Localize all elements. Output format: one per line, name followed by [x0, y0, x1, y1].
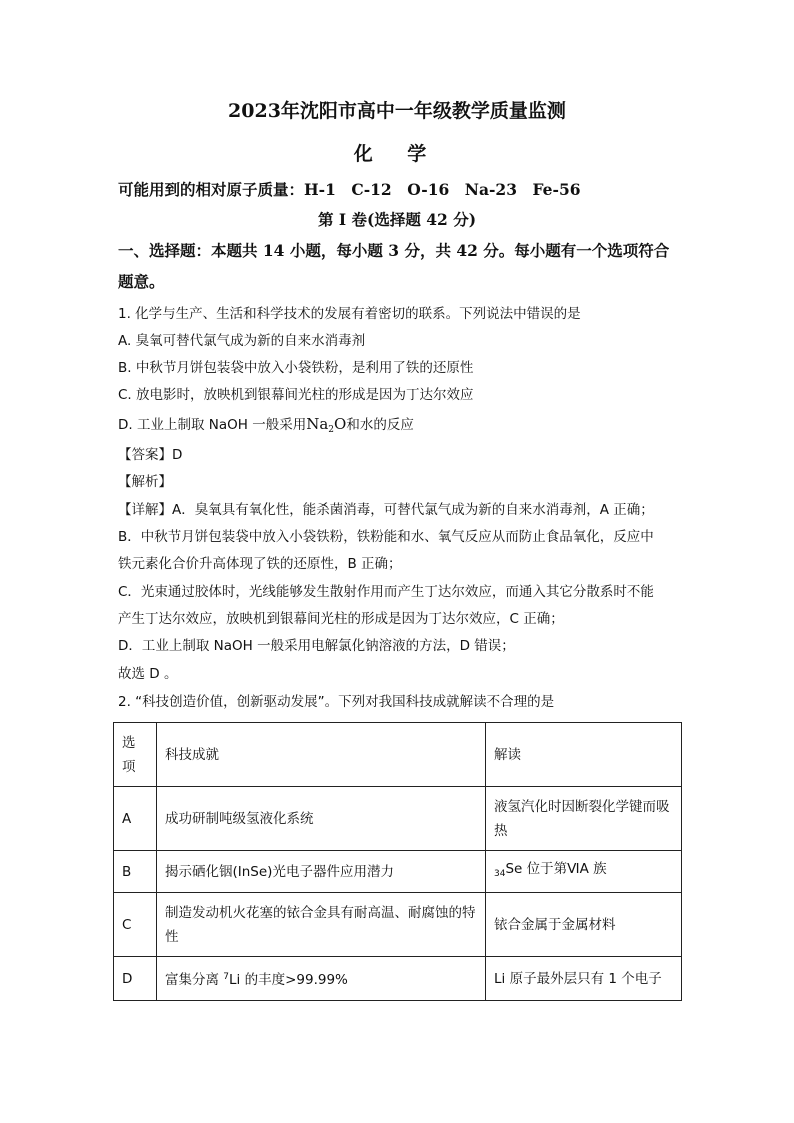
question-1-option-d [118, 414, 414, 440]
row-achievement: 成功研制吨级氢液化系统 [157, 787, 486, 851]
formula-subscript: 2 [328, 425, 335, 435]
exam-title: 2023年沈阳市高中一年级教学质量监测 [228, 100, 566, 122]
row-interpretation: 铱合金属于金属材料 [486, 893, 682, 957]
analysis-label: 【解析】 [118, 474, 172, 490]
atomic-number: 34 [494, 869, 506, 879]
table-row [114, 851, 682, 893]
achievement-text-after: Li 的丰度>99.99% [229, 972, 348, 988]
table-row [114, 957, 682, 1001]
row-interpretation [486, 851, 682, 893]
formula-na: Na [306, 415, 329, 433]
header-option: 选项 [114, 723, 157, 787]
volume-heading: 第 I 卷(选择题 42 分) [317, 210, 477, 229]
question-2-stem: 2. “科技创造价值，创新驱动发展”。下列对我国科技成就解读不合理的是 [118, 694, 555, 710]
answer-line: 【答案】D [118, 447, 183, 463]
table-row [114, 787, 682, 851]
atomic-mass-line: 可能用到的相对原子质量：H-1 C-12 O-16 Na-23 Fe-56 [118, 180, 581, 199]
detail-line-3: 铁元素化合价升高体现了铁的还原性，B 正确； [118, 556, 402, 572]
row-achievement: 揭示硒化铟(InSe)光电子器件应用潜力 [157, 851, 486, 893]
question-1-option-a: A. 臭氧可替代氯气成为新的自来水消毒剂 [118, 333, 366, 349]
section-instruction-2: 题意。 [118, 272, 165, 291]
subject-title: 化 学 [353, 143, 441, 165]
table-header-row [114, 723, 682, 787]
row-option: C [114, 893, 157, 957]
interp-text: Se 位于第ⅥA 族 [505, 861, 607, 877]
row-option: B [114, 851, 157, 893]
detail-line-2: B．中秋节月饼包装袋中放入小袋铁粉，铁粉能和水、氧气反应从而防止食品氧化，反应中 [118, 529, 654, 545]
row-achievement [157, 957, 486, 1001]
formula-o: O [334, 415, 347, 433]
row-interpretation: Li 原子最外层只有 1 个电子 [486, 957, 682, 1001]
formula-na2o [306, 415, 346, 433]
table-row [114, 893, 682, 957]
question-1-option-c: C. 放电影时，放映机到银幕间光柱的形成是因为丁达尔效应 [118, 387, 474, 403]
header-interpretation: 解读 [486, 723, 682, 787]
row-option: D [114, 957, 157, 1001]
achievement-text: 富集分离 [165, 972, 224, 988]
section-instruction-1: 一、选择题：本题共 14 小题，每小题 3 分，共 42 分。每小题有一个选项符合 [118, 241, 670, 260]
detail-line-4: C．光束通过胶体时，光线能够发生散射作用而产生丁达尔效应，而通入其它分散系时不能 [118, 584, 654, 600]
option-d-text: D. 工业上制取 NaOH 一般采用 [118, 417, 307, 433]
question-1-option-b: B. 中秋节月饼包装袋中放入小袋铁粉，是利用了铁的还原性 [118, 360, 474, 376]
row-interpretation: 液氢汽化时因断裂化学键而吸热 [486, 787, 682, 851]
question-2-table [113, 722, 682, 1001]
mass-number: 7 [223, 972, 230, 982]
row-option: A [114, 787, 157, 851]
question-1-stem: 1. 化学与生产、生活和科学技术的发展有着密切的联系。下列说法中错误的是 [118, 306, 581, 322]
detail-line-1: 【详解】A．臭氧具有氧化性，能杀菌消毒，可替代氯气成为新的自来水消毒剂，A 正确； [118, 502, 654, 518]
detail-line-6: D．工业上制取 NaOH 一般采用电解氯化钠溶液的方法，D 错误； [118, 638, 515, 654]
detail-line-5: 产生丁达尔效应，放映机到银幕间光柱的形成是因为丁达尔效应，C 正确； [118, 611, 564, 627]
detail-line-7: 故选 D 。 [118, 666, 178, 682]
row-achievement: 制造发动机火花塞的铱合金具有耐高温、耐腐蚀的特性 [157, 893, 486, 957]
option-d-text-after: 和水的反应 [346, 417, 414, 433]
header-achievement: 科技成就 [157, 723, 486, 787]
